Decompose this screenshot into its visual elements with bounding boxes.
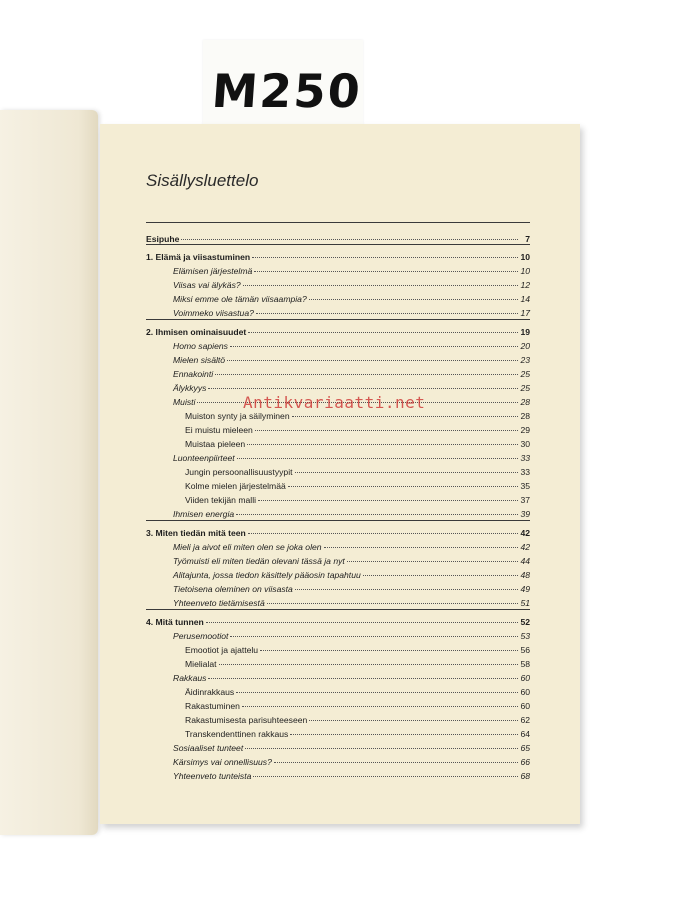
- toc-label: Kolme mielen järjestelmää: [185, 481, 286, 491]
- toc-chapter: [146, 251, 530, 263]
- toc-page-number: 28: [520, 397, 530, 407]
- leader-dots: [347, 561, 518, 562]
- toc-label: Luonteenpiirteet: [173, 453, 235, 463]
- toc-label: Tietoisena oleminen on viisasta: [173, 584, 293, 594]
- toc-label: Yhteenveto tunteista: [173, 771, 252, 781]
- toc-entry: [173, 368, 530, 380]
- left-page-edge: [0, 110, 98, 835]
- toc-label: 3. Miten tiedän mitä teen: [146, 528, 246, 538]
- toc-page-number: 20: [520, 341, 530, 351]
- section-rule: [146, 244, 530, 245]
- toc-label: Voimmeko viisastua?: [173, 308, 254, 318]
- leader-dots: [309, 299, 518, 300]
- leader-dots: [230, 636, 518, 637]
- leader-dots: [236, 514, 518, 515]
- toc-label: Viisas vai älykäs?: [173, 280, 241, 290]
- toc-label: Elämisen järjestelmä: [173, 266, 253, 276]
- toc-label: Muiston synty ja säilyminen: [185, 411, 290, 421]
- leader-dots: [255, 430, 518, 431]
- leader-dots: [288, 486, 518, 487]
- toc-page-number: 35: [520, 481, 530, 491]
- leader-dots: [274, 762, 518, 763]
- toc-entry: [173, 583, 530, 595]
- toc-page-number: 12: [520, 280, 530, 290]
- leader-dots: [208, 678, 518, 679]
- toc-page-number: 60: [520, 701, 530, 711]
- toc-chapter: [146, 527, 530, 539]
- leader-dots: [208, 388, 518, 389]
- section-rule: [146, 520, 530, 521]
- toc-page-number: 28: [520, 411, 530, 421]
- toc-page-number: 53: [520, 631, 530, 641]
- toc-page-number: 17: [520, 308, 530, 318]
- toc-page-number: 7: [525, 234, 530, 244]
- leader-dots: [309, 720, 518, 721]
- toc-chapter: [146, 326, 530, 338]
- leader-dots: [245, 748, 518, 749]
- toc-page-number: 10: [520, 252, 530, 262]
- toc-label: Rakastuminen: [185, 701, 240, 711]
- toc-label: Perusemootiot: [173, 631, 229, 641]
- toc-entry: [173, 597, 530, 609]
- toc-label: Kärsimys vai onnellisuus?: [173, 757, 272, 767]
- toc-label: Rakastumisesta parisuhteeseen: [185, 715, 308, 725]
- toc-page-number: 10: [520, 266, 530, 276]
- toc-label: Viiden tekijän malli: [185, 495, 257, 505]
- leader-dots: [295, 472, 519, 473]
- toc-page-number: 25: [520, 369, 530, 379]
- toc-page-number: 42: [520, 528, 530, 538]
- toc-page-number: 33: [520, 467, 530, 477]
- toc-page-number: 56: [520, 645, 530, 655]
- toc-entry: [173, 340, 530, 352]
- toc-entry: [173, 354, 530, 366]
- leader-dots: [256, 313, 518, 314]
- toc-entry: [185, 480, 530, 492]
- leader-dots: [267, 603, 518, 604]
- toc-label: Ihmisen energia: [173, 509, 235, 519]
- toc-entry: [185, 466, 530, 478]
- toc-page-number: 23: [520, 355, 530, 365]
- toc-label: Mielialat: [185, 659, 217, 669]
- toc-page-number: 65: [520, 743, 530, 753]
- leader-dots: [252, 257, 518, 258]
- toc-page-number: 14: [520, 294, 530, 304]
- leader-dots: [247, 444, 518, 445]
- toc-entry: [185, 494, 530, 506]
- toc-page-number: 51: [520, 598, 530, 608]
- leader-dots: [227, 360, 518, 361]
- toc-entry: [173, 452, 530, 464]
- toc-entry: [185, 438, 530, 450]
- leader-dots: [219, 664, 518, 665]
- leader-dots: [242, 706, 518, 707]
- toc-page-number: 62: [520, 715, 530, 725]
- leader-dots: [324, 547, 518, 548]
- toc-page-number: 58: [520, 659, 530, 669]
- leader-dots: [290, 734, 518, 735]
- toc-page-number: 60: [520, 687, 530, 697]
- toc-entry: [173, 630, 530, 642]
- toc-label: Älykkyys: [173, 383, 207, 393]
- toc-page-number: 64: [520, 729, 530, 739]
- toc-label: Alitajunta, jossa tiedon käsittely pääosin tapahtuu: [173, 570, 361, 580]
- toc-entry: [173, 742, 530, 754]
- toc-entry: [185, 700, 530, 712]
- leader-dots: [181, 239, 518, 240]
- leader-dots: [236, 692, 518, 693]
- leader-dots: [254, 271, 518, 272]
- toc-label: Miksi emme ole tämän viisaampia?: [173, 294, 307, 304]
- toc-page-number: 42: [520, 542, 530, 552]
- leader-dots: [363, 575, 518, 576]
- toc-entry: [185, 728, 530, 740]
- toc-entry: [173, 555, 530, 567]
- toc-entry: [185, 714, 530, 726]
- toc-entry: [173, 770, 530, 782]
- toc-page-number: 37: [520, 495, 530, 505]
- toc-page-number: 30: [520, 439, 530, 449]
- toc-label: Työmuisti eli miten tiedän olevani tässä ja nyt: [173, 556, 345, 566]
- toc-label: Emootiot ja ajattelu: [185, 645, 259, 655]
- toc-entry: [173, 293, 530, 305]
- toc-page-number: 19: [520, 327, 530, 337]
- toc-entry: [173, 508, 530, 520]
- leader-dots: [230, 346, 518, 347]
- toc-page-number: 52: [520, 617, 530, 627]
- toc-label: Muisti: [173, 397, 196, 407]
- leader-dots: [258, 500, 518, 501]
- toc-entry: [173, 756, 530, 768]
- toc-chapter: [146, 616, 530, 628]
- tag-label: M250: [210, 64, 364, 118]
- leader-dots: [206, 622, 518, 623]
- toc-label: Ei muistu mieleen: [185, 425, 253, 435]
- toc-label: Rakkaus: [173, 673, 207, 683]
- toc-label: 1. Elämä ja viisastuminen: [146, 252, 251, 262]
- toc-label: Transkendenttinen rakkaus: [185, 729, 289, 739]
- leader-dots: [253, 776, 518, 777]
- leader-dots: [243, 285, 518, 286]
- section-rule: [146, 609, 530, 610]
- leader-dots: [248, 332, 518, 333]
- toc-entry: [185, 424, 530, 436]
- toc-label: Homo sapiens: [173, 341, 228, 351]
- toc-label: Äidinrakkaus: [185, 687, 235, 697]
- toc-page-number: 33: [520, 453, 530, 463]
- toc-entry: [173, 541, 530, 553]
- toc-page-number: 49: [520, 584, 530, 594]
- toc-entry: [173, 672, 530, 684]
- toc-page-number: 29: [520, 425, 530, 435]
- toc-label: 2. Ihmisen ominaisuudet: [146, 327, 247, 337]
- page-title: Sisällysluettelo: [146, 171, 259, 190]
- toc-entry: [185, 686, 530, 698]
- toc-label: Yhteenveto tietämisestä: [173, 598, 265, 608]
- toc-page-number: 39: [520, 509, 530, 519]
- toc-entry: [173, 279, 530, 291]
- toc-entry: [185, 658, 530, 670]
- toc-page-number: 66: [520, 757, 530, 767]
- leader-dots: [237, 458, 518, 459]
- leader-dots: [260, 650, 518, 651]
- leader-dots: [215, 374, 518, 375]
- leader-dots: [295, 589, 518, 590]
- toc-page-number: 68: [520, 771, 530, 781]
- watermark: Antikvariaatti.net: [243, 393, 426, 412]
- title-rule: [146, 222, 530, 223]
- toc-label: Jungin persoonallisuustyypit: [185, 467, 293, 477]
- toc-label: Esipuhe: [146, 234, 180, 244]
- toc-label: Muistaa pieleen: [185, 439, 246, 449]
- toc-label: Sosiaaliset tunteet: [173, 743, 244, 753]
- toc-label: Ennakointi: [173, 369, 214, 379]
- section-rule: [146, 319, 530, 320]
- toc-label: Mielen sisältö: [173, 355, 226, 365]
- toc-page-number: 48: [520, 570, 530, 580]
- toc-entry: [173, 569, 530, 581]
- toc-page-number: 25: [520, 383, 530, 393]
- toc-page-number: 60: [520, 673, 530, 683]
- toc-page-number: 44: [520, 556, 530, 566]
- leader-dots: [248, 533, 518, 534]
- toc-label: Mieli ja aivot eli miten olen se joka olen: [173, 542, 322, 552]
- toc-label: 4. Mitä tunnen: [146, 617, 204, 627]
- toc-entry: [173, 307, 530, 319]
- toc-entry: [185, 644, 530, 656]
- toc-entry: [173, 265, 530, 277]
- leader-dots: [292, 416, 518, 417]
